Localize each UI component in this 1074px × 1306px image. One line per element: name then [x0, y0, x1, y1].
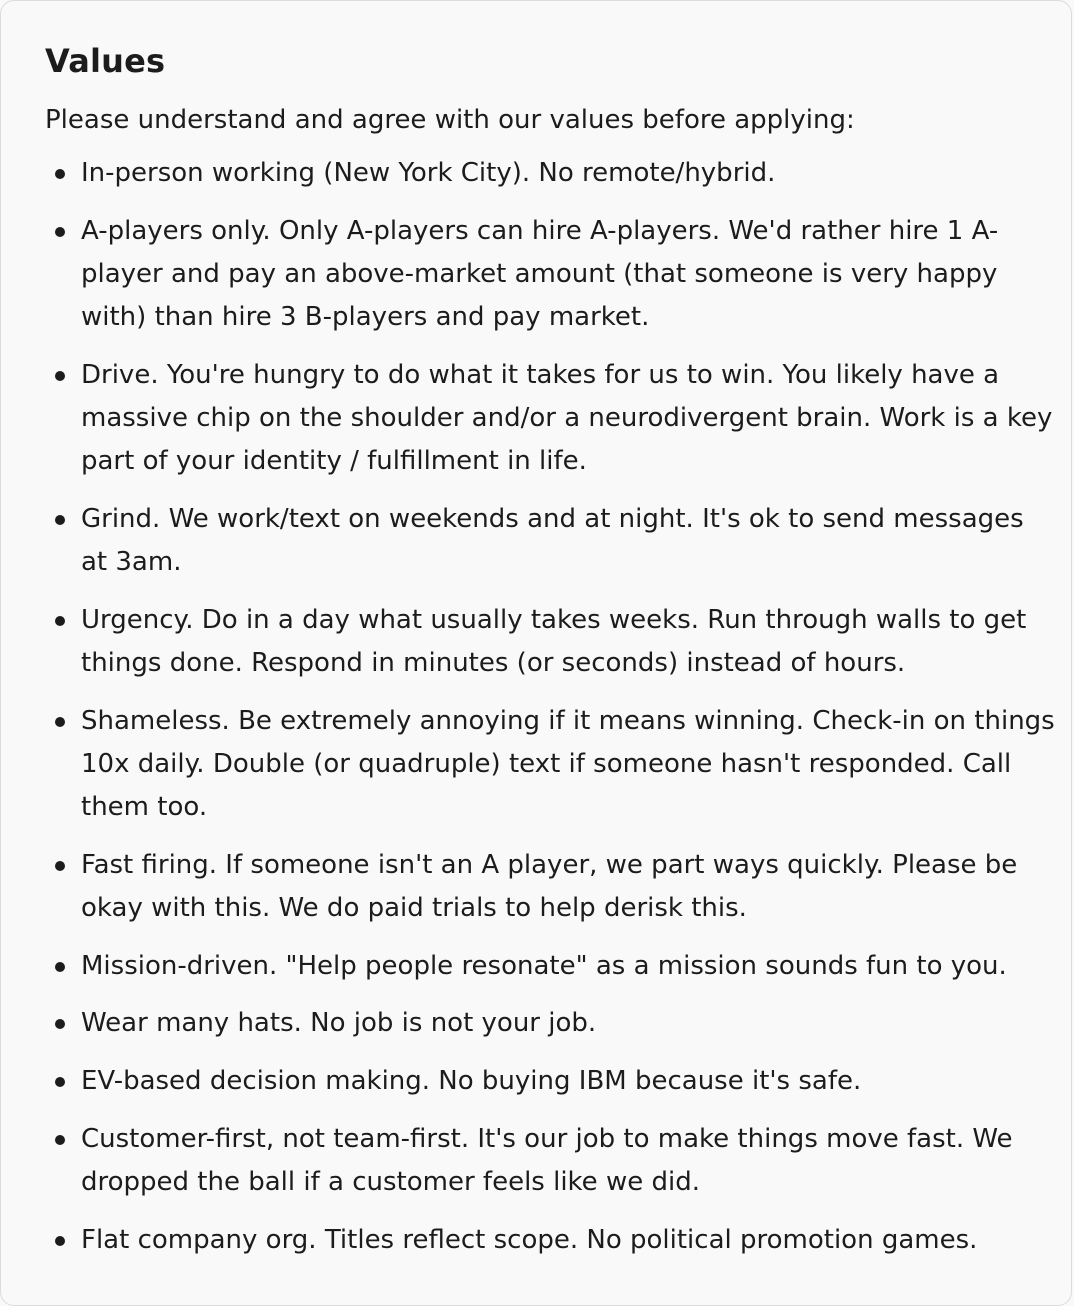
value-text: Flat company org. Titles reflect scope. No political promotion games. — [81, 1224, 978, 1255]
value-item — [45, 700, 1055, 830]
value-text: Grind. We work/text on weekends and at night. It's ok to send messages at 3am. — [81, 503, 1024, 578]
value-item — [45, 945, 1055, 988]
value-item — [45, 599, 1055, 685]
bullet-icon — [55, 962, 65, 972]
value-item — [45, 354, 1055, 484]
bullet-icon — [55, 515, 65, 525]
values-list — [45, 152, 1055, 1262]
value-text: Shameless. Be extremely annoying if it means winning. Check-in on things 10x daily. Double (or quadruple) text if someone hasn't responded. Call them too. — [81, 705, 1055, 823]
value-text: In-person working (New York City). No remote/hybrid. — [81, 158, 776, 188]
value-text: Drive. You're hungry to do what it takes for us to win. You likely have a massive chip on the shoulder and/or a neurodivergent brain. Work is a key part of your identity / fulfillment in life. — [81, 359, 1053, 477]
bullet-icon — [55, 861, 65, 871]
value-text: Customer-first, not team-first. It's our job to make things move fast. We dropped the ball if a customer feels like we did. — [81, 1123, 1013, 1198]
value-text: EV-based decision making. No buying IBM because it's safe. — [81, 1066, 862, 1097]
value-text: Wear many hats. No job is not your job. — [81, 1008, 597, 1039]
bullet-icon — [55, 1135, 65, 1145]
value-item — [45, 1219, 1055, 1262]
bullet-icon — [55, 1077, 65, 1087]
section-intro: Please understand and agree with our values before applying: — [45, 105, 855, 135]
value-text: Fast firing. If someone isn't an A player, we part ways quickly. Please be okay with this. We do paid trials to help derisk this. — [81, 849, 1018, 924]
bullet-icon — [55, 227, 65, 237]
bullet-icon — [55, 169, 65, 179]
value-text: Mission-driven. "Help people resonate" as a mission sounds fun to you. — [81, 950, 1007, 981]
values-section — [45, 39, 1055, 1276]
bullet-icon — [55, 616, 65, 626]
value-item — [45, 210, 1055, 340]
value-text: A-players only. Only A-players can hire A-players. We'd rather hire 1 A-player and pay an above-market amount (that someone is very happy with) than hire 3 B-players and pay market. — [81, 215, 999, 333]
bullet-icon — [55, 1236, 65, 1246]
bullet-icon — [55, 371, 65, 381]
section-title: Values — [45, 42, 166, 80]
value-item — [45, 1002, 1055, 1045]
value-text: Urgency. Do in a day what usually takes weeks. Run through walls to get things done. Respond in minutes (or seconds) instead of hours. — [81, 604, 1027, 679]
bullet-icon — [55, 1019, 65, 1029]
value-item — [45, 152, 1055, 195]
value-item — [45, 498, 1055, 584]
value-item — [45, 1060, 1055, 1103]
value-item — [45, 1118, 1055, 1204]
value-item — [45, 844, 1055, 930]
bullet-icon — [55, 717, 65, 727]
